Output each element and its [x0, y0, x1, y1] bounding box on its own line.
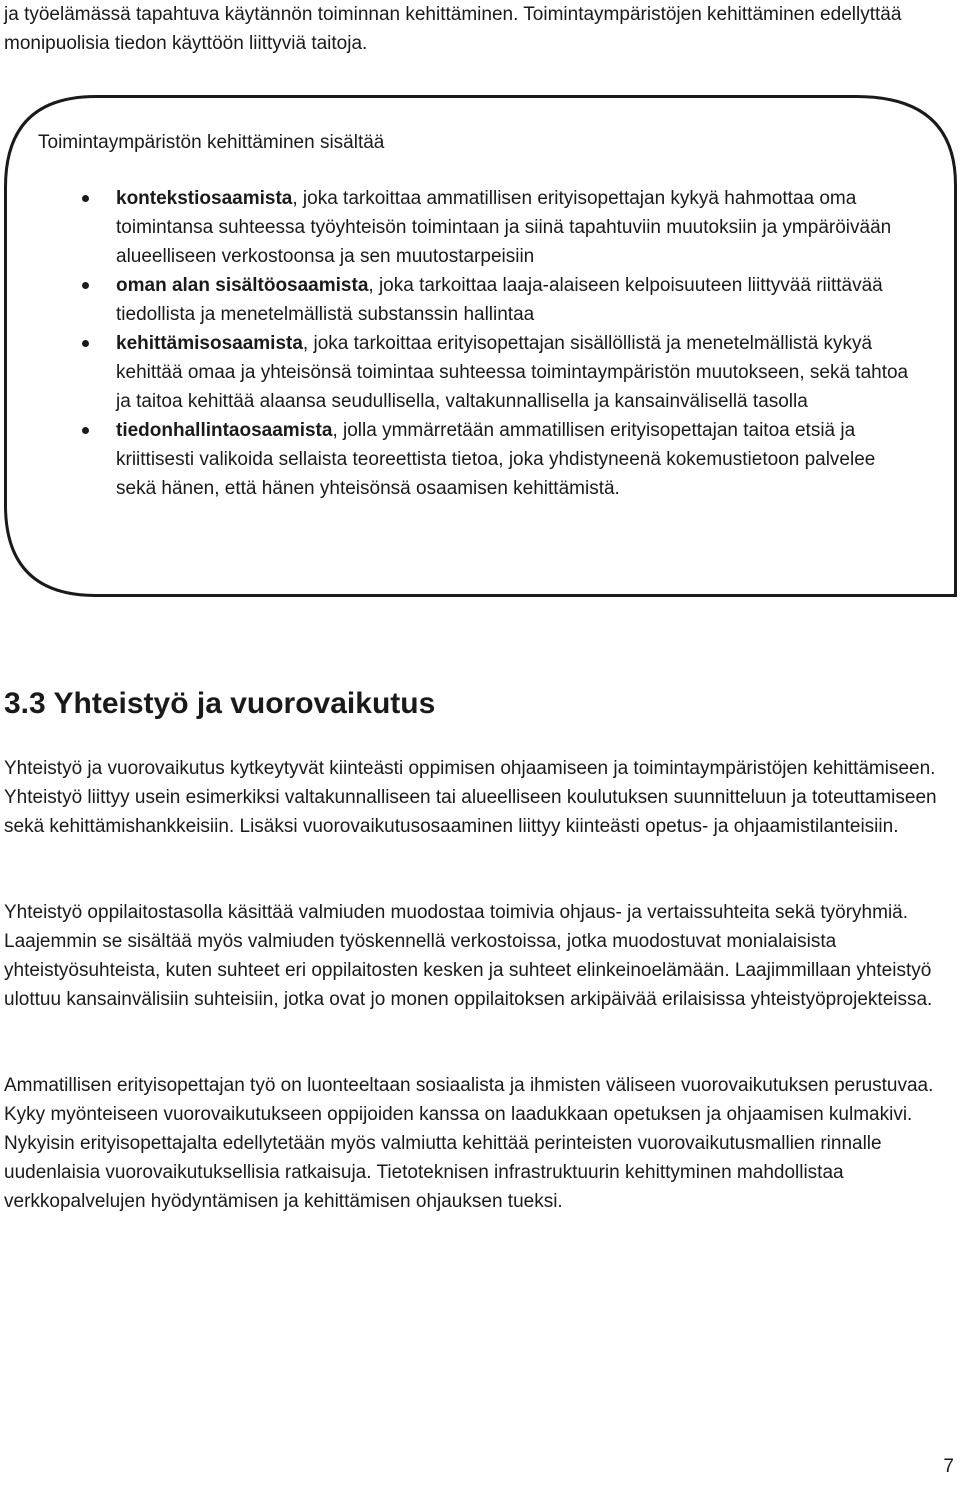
list-item-text: , jolla ymmärretään ammatillisen erityisopettajan taitoa etsiä ja kriittisesti valikoida sellaista teoreettista tietoa, joka yhdistyneenä kokemustietoon palvelee sekä hänen, että hänen yhteisönsä osaamisen kehittämistä.	[116, 420, 876, 499]
bullet-icon	[82, 340, 89, 347]
list-item-text: , joka tarkoittaa erityisopettajan sisällöllistä ja menetelmällistä kykyä kehittää omaa ja yhteisönsä toimintaa suhteessa toimintaympäristön muutokseen, sekä tahtoa ja taitoa kehittää alaansa seudullisella, valtakunnallisella ja kansainvälisellä tasolla	[116, 333, 909, 412]
competence-list	[80, 184, 920, 503]
body-paragraph: Ammatillisen erityisopettajan työ on luonteeltaan sosiaalista ja ihmisten väliseen vuorovaikutuksen perustuvaa. Kyky myönteiseen vuorovaikutukseen oppijoiden kanssa on laadukkaan opetuksen ja ohjaamisen kulmakivi. Nykyisin erityisopettajalta edellytetään myös valmiutta kehittää perinteisten vuorovaikutusmallien rinnalle uudenlaisia vuorovaikutuksellisia ratkaisuja. Tietoteknisen infrastruktuurin kehittyminen mahdollistaa verkkopalvelujen hyödyntämisen ja kehittämisen ohjauksen tueksi.	[4, 1075, 934, 1212]
list-item	[80, 416, 920, 503]
list-item-term: kontekstiosaamista	[116, 188, 293, 209]
bullet-icon	[82, 282, 89, 289]
bullet-icon	[82, 195, 89, 202]
list-item-text: , joka tarkoittaa ammatillisen erityisopettajan kykyä hahmottaa oma toimintansa suhteessa työyhteisön toimintaan ja siinä tapahtuviin muutoksiin ja ympäröivään alueelliseen verkostoonsa ja sen muutostarpeisiin	[116, 188, 892, 267]
callout-title: Toimintaympäristön kehittäminen sisältää	[38, 132, 385, 153]
list-item-term: kehittämisosaamista	[116, 333, 303, 354]
intro-paragraph: ja työelämässä tapahtuva käytännön toiminnan kehittäminen. Toimintaympäristöjen kehittäminen edellyttää monipuolisia tiedon käyttöön liittyviä taitoja.	[4, 4, 902, 54]
list-item	[80, 184, 920, 271]
section-heading: 3.3 Yhteistyö ja vuorovaikutus	[4, 687, 436, 720]
body-paragraph: Yhteistyö oppilaitostasolla käsittää valmiuden muodostaa toimivia ohjaus- ja vertaissuhteita sekä työryhmiä. Laajemmin se sisältää myös valmiuden työskennellä verkostoissa, jotka muodostuvat monialaisista yhteistyösuhteista, kuten suhteet eri oppilaitosten kesken ja suhteet elinkeinoelämään. Laajimmillaan yhteistyö ulottuu kansainvälisiin suhteisiin, jotka ovat jo monen oppilaitoksen arkipäivää erilaisissa yhteistyöprojekteissa.	[4, 902, 933, 1010]
list-item-text: , joka tarkoittaa laaja-alaiseen kelpoisuuteen liittyvää riittävää tiedollista ja menetelmällistä substanssin hallintaa	[116, 275, 883, 325]
list-item-term: oman alan sisältöosaamista	[116, 275, 369, 296]
list-item	[80, 329, 920, 416]
page-number: 7	[943, 1456, 954, 1477]
list-item	[80, 271, 920, 329]
list-item-term: tiedonhallintaosaamista	[116, 420, 333, 441]
body-paragraph: Yhteistyö ja vuorovaikutus kytkeytyvät kiinteästi oppimisen ohjaamiseen ja toimintaympäristöjen kehittämiseen. Yhteistyö liittyy usein esimerkiksi valtakunnalliseen tai alueelliseen koulutuksen suunnitteluun ja toteuttamiseen sekä kehittämishankkeisiin. Lisäksi vuorovaikutusosaaminen liittyy kiinteästi opetus- ja ohjaamistilanteisiin.	[4, 758, 937, 837]
bullet-icon	[82, 427, 89, 434]
